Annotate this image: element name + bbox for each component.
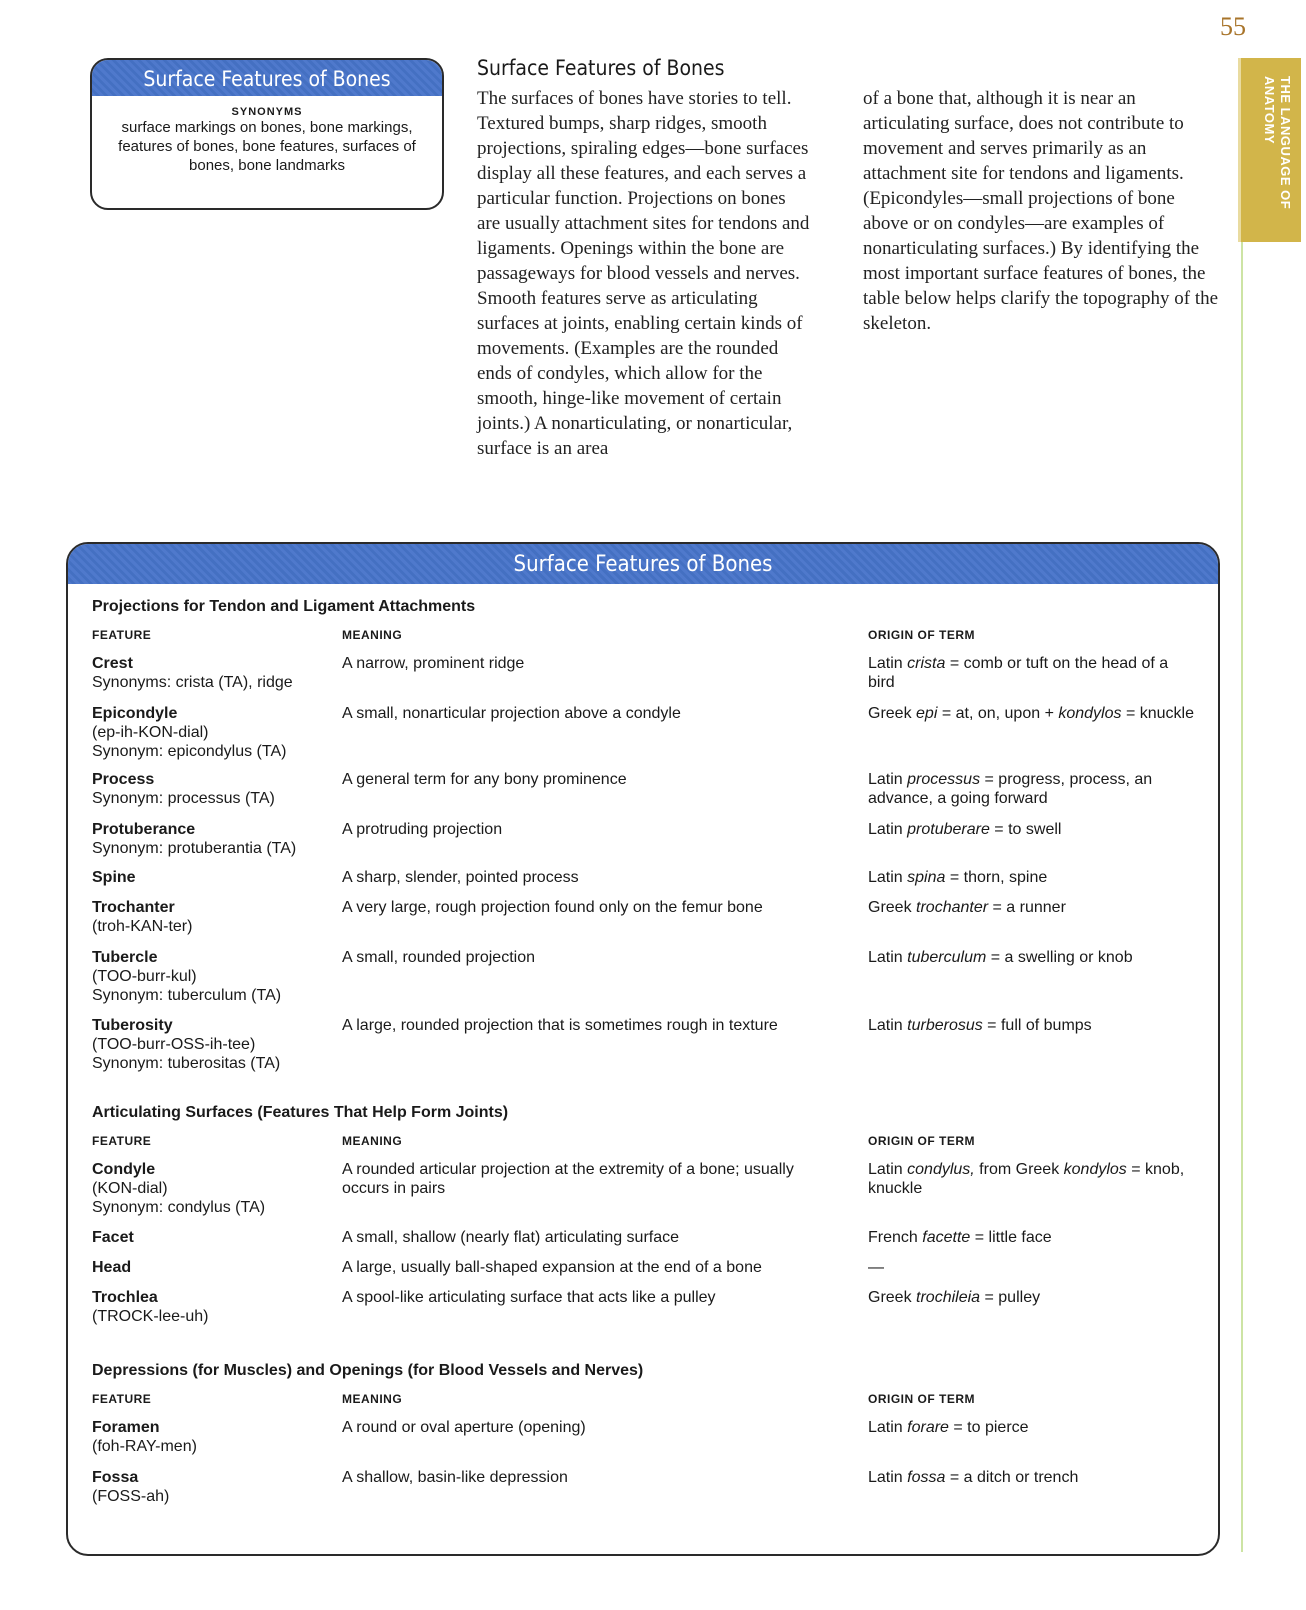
origin-cell [868,770,1198,808]
meaning-cell: A spool-like articulating surface that acts like a pulley [342,1289,716,1306]
synonyms-label: SYNONYMS [231,106,303,118]
column-header-feature: FEATURE [92,1134,152,1148]
feature-cell [92,1160,332,1217]
origin-term: trochanter [916,899,989,916]
origin-cell [868,1468,1198,1487]
origin-cell [868,1016,1198,1035]
meaning-cell: A large, usually ball-shaped expansion at the end of a bone [342,1259,762,1276]
origin-term: epi [916,705,938,722]
feature-name: Tubercle [92,949,158,966]
feature-name: Epicondyle [92,705,178,722]
table-row [92,1228,1192,1254]
table-section [92,1362,1192,1505]
feature-cell [92,1016,332,1073]
column-headers [92,628,1192,648]
feature-detail: Synonym: tuberositas (TA) [92,1055,281,1072]
meaning-cell: A very large, rough projection found only on the femur bone [342,899,763,916]
origin-text: = at, on, upon + [937,705,1059,722]
synonyms-text: surface markings on bones, bone markings, features of bones, bone features, surfaces of bones, bone landmarks [118,119,416,174]
features-table [66,542,1220,1556]
column-header-feature: FEATURE [92,628,152,642]
origin-term: processus [907,771,981,788]
feature-cell [92,654,332,692]
column-headers [92,1134,1192,1154]
feature-name: Foramen [92,1419,160,1436]
intro-column-1: The surfaces of bones have stories to tell. Textured bumps, sharp ridges, smooth projections, spiraling edges—bone surfaces display all these features, and each serves a particular function. Projections on bones are usually attachment sites for tendons and ligaments. Openings within the bone are passageways for blood vessels and nerves. Smooth features serve as articulating surfaces at joints, enabling certain kinds of movements. (Examples are the rounded ends of condyles, which allow for the smooth, hinge-like movement of certain joints.) A nonarticulating, or nonarticular, surface is an area [477,88,810,459]
origin-text: Greek [868,1289,917,1306]
origin-text: Latin [868,1419,908,1436]
origin-text: Latin [868,949,908,966]
origin-text: = knuckle [1121,705,1194,722]
synonyms-box [90,58,444,210]
meaning-cell: A large, rounded projection that is sometimes rough in texture [342,1017,778,1034]
table-row [92,868,1192,894]
intro-column-2: of a bone that, although it is near an articulating surface, does not contribute to movement and serves primarily as an attachment site for tendons and ligaments. (Epicondyles—small projections of bone above or on condyles—are examples of nonarticulating surfaces.) By identifying the most important surface features of bones, the table below helps clarify the topography of the skeleton. [863,88,1219,334]
origin-text: Latin [868,1161,908,1178]
origin-text: Greek [868,899,917,916]
feature-cell [92,898,332,936]
meaning-cell: A small, nonarticular projection above a condyle [342,705,681,722]
origin-text: = a ditch or trench [945,1469,1079,1486]
origin-cell [868,820,1198,839]
meaning-cell: A narrow, prominent ridge [342,655,525,672]
origin-text: = to pierce [948,1419,1029,1436]
column-header-meaning: MEANING [342,628,403,642]
origin-cell [868,898,1198,917]
column-header-feature: FEATURE [92,1392,152,1406]
origin-text: = little face [970,1229,1052,1246]
origin-term: turberosus [907,1017,983,1034]
table-row [92,898,1192,944]
feature-cell [92,1288,332,1326]
origin-cell [868,1228,1198,1247]
origin-text: = pulley [980,1289,1041,1306]
column-header-origin: ORIGIN OF TERM [868,1392,975,1406]
feature-detail: (FOSS-ah) [92,1488,170,1505]
origin-term: kondylos [1058,705,1122,722]
origin-cell [868,1418,1198,1437]
origin-text: French [868,1229,923,1246]
feature-cell [92,1468,332,1506]
intro-title: Surface Features of Bones [477,56,725,80]
feature-cell [92,1228,332,1247]
origin-text: from Greek [974,1161,1064,1178]
table-row [92,948,1192,1010]
feature-cell [92,868,332,887]
origin-term: kondylos [1063,1161,1127,1178]
origin-term: condylus, [907,1161,975,1178]
feature-detail: (TOO-burr-kul) [92,968,197,985]
table-title: Surface Features of Bones [68,544,1218,584]
table-row [92,820,1192,866]
meaning-cell: A sharp, slender, pointed process [342,869,579,886]
table-row [92,1288,1192,1334]
feature-name: Trochlea [92,1289,158,1306]
feature-name: Tuberosity [92,1017,173,1034]
section-heading: Depressions (for Muscles) and Openings (for Blood Vessels and Nerves) [92,1362,644,1379]
side-tab-label: THE LANGUAGE OF ANATOMY [1262,76,1293,210]
feature-name: Process [92,771,155,788]
feature-cell [92,704,332,761]
origin-term: forare [907,1419,949,1436]
origin-cell [868,1288,1198,1307]
feature-cell [92,948,332,1005]
meaning-cell: A general term for any bony prominence [342,771,627,788]
feature-detail: Synonyms: crista (TA), ridge [92,674,293,691]
feature-detail: (KON-dial) [92,1180,168,1197]
origin-cell [868,704,1198,723]
origin-text: = progress, process, an advance, a going forward [868,771,1153,807]
origin-cell [868,868,1198,887]
origin-text: = a runner [988,899,1066,916]
feature-name: Condyle [92,1161,156,1178]
origin-cell [868,654,1198,692]
chapter-side-tab [1238,58,1301,242]
origin-term: spina [907,869,946,886]
origin-text: = full of bumps [982,1017,1092,1034]
origin-text: = comb or tuft on the head of a bird [868,655,1169,691]
table-row [92,1160,1192,1222]
feature-cell [92,1418,332,1456]
origin-text: Latin [868,1017,908,1034]
feature-name: Trochanter [92,899,175,916]
feature-detail: (ep-ih-KON-dial) [92,724,209,741]
origin-text: = thorn, spine [945,869,1048,886]
origin-text: = knob, knuckle [868,1161,1185,1197]
feature-name: Fossa [92,1469,139,1486]
column-header-origin: ORIGIN OF TERM [868,1134,975,1148]
feature-detail: Synonym: condylus (TA) [92,1199,266,1216]
origin-text: Latin [868,771,908,788]
feature-detail: (foh-RAY-men) [92,1438,197,1455]
feature-detail: Synonym: processus (TA) [92,790,275,807]
origin-cell [868,948,1198,967]
origin-term: tuberculum [907,949,987,966]
feature-detail: Synonym: tuberculum (TA) [92,987,282,1004]
feature-name: Head [92,1259,132,1276]
feature-detail: (troh-KAN-ter) [92,918,193,935]
feature-cell [92,770,332,808]
origin-cell [868,1160,1198,1198]
meaning-cell: A shallow, basin-like depression [342,1469,568,1486]
origin-cell [868,1258,1198,1277]
synonyms-box-title: Surface Features of Bones [92,60,442,96]
section-heading: Articulating Surfaces (Features That Help Form Joints) [92,1104,509,1121]
origin-text: = a swelling or knob [986,949,1133,966]
meaning-cell: A round or oval aperture (opening) [342,1419,586,1436]
column-header-origin: ORIGIN OF TERM [868,628,975,642]
table-section [92,1104,1192,1325]
origin-term: trochileia [916,1289,981,1306]
table-row [92,1468,1192,1514]
feature-detail: (TOO-burr-OSS-ih-tee) [92,1036,256,1053]
origin-term: facette [922,1229,971,1246]
page-number: 55 [1220,12,1246,41]
meaning-cell: A rounded articular projection at the extremity of a bone; usually occurs in pairs [342,1161,794,1197]
feature-detail: (TROCK-lee-uh) [92,1308,209,1325]
origin-text: = to swell [989,821,1062,838]
origin-term: crista [907,655,946,672]
table-section [92,598,1194,1072]
feature-detail: Synonym: protuberantia (TA) [92,840,297,857]
section-heading: Projections for Tendon and Ligament Attachments [92,598,476,615]
origin-term: protuberare [907,821,990,838]
origin-term: fossa [907,1469,946,1486]
side-rule-divider [1241,242,1243,1552]
feature-name: Facet [92,1229,134,1246]
origin-text: Latin [868,821,908,838]
origin-text: Latin [868,655,908,672]
meaning-cell: A protruding projection [342,821,503,838]
table-row [92,654,1192,700]
column-header-meaning: MEANING [342,1392,403,1406]
origin-text: Latin [868,869,908,886]
feature-cell [92,820,332,858]
feature-name: Spine [92,869,136,886]
table-row [92,1258,1192,1284]
table-row [92,1418,1192,1464]
meaning-cell: A small, rounded projection [342,949,535,966]
feature-cell [92,1258,332,1277]
table-row [92,704,1192,766]
origin-text: Greek [868,705,917,722]
feature-name: Protuberance [92,821,196,838]
origin-text: Latin [868,1469,908,1486]
column-headers [92,1392,1192,1412]
table-row [92,770,1192,816]
feature-name: Crest [92,655,133,672]
meaning-cell: A small, shallow (nearly flat) articulating surface [342,1229,680,1246]
feature-detail: Synonym: epicondylus (TA) [92,743,287,760]
origin-text: — [868,1259,884,1276]
table-row [92,1016,1192,1078]
column-header-meaning: MEANING [342,1134,403,1148]
